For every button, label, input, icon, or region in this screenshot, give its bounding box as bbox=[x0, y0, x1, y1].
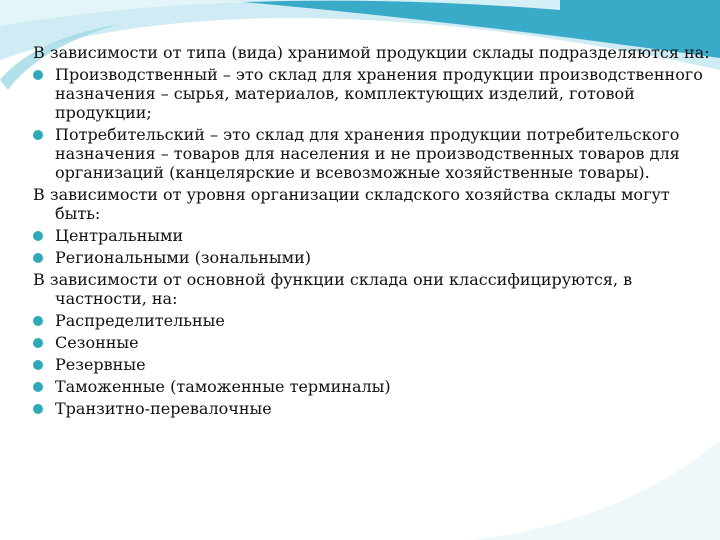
bullet-item bbox=[33, 377, 713, 396]
bullet-dot-icon bbox=[33, 404, 43, 414]
bullet-item bbox=[33, 226, 713, 245]
bullet-text: Производственный – это склад для хранения продукции производственного назначения – сырья, материалов, комплектующих изделий, готовой продукции; bbox=[55, 65, 703, 122]
bullet-dot-icon bbox=[33, 231, 43, 241]
bullet-item bbox=[33, 355, 713, 374]
bullet-dot-icon bbox=[33, 130, 43, 140]
bullet-text: Распределительные bbox=[55, 311, 225, 330]
bullet-text: Региональными (зональными) bbox=[55, 248, 312, 267]
bullet-text: Потребительский – это склад для хранения продукции потребительского назначения – товаров для населения и не производственных товаров для организаций (канцелярские и всевозможные хозяйственные товары). bbox=[55, 125, 680, 182]
bullet-dot-icon bbox=[33, 360, 43, 370]
bullet-item bbox=[33, 65, 713, 122]
section-paragraph: В зависимости от уровня организации складского хозяйства склады могут быть: bbox=[33, 185, 670, 223]
bullet-dot-icon bbox=[33, 70, 43, 80]
bullet-item bbox=[33, 333, 713, 352]
bullet-dot-icon bbox=[33, 253, 43, 263]
bullet-item bbox=[33, 311, 713, 330]
bullet-item bbox=[33, 125, 713, 182]
bullet-text: Резервные bbox=[55, 355, 146, 374]
bullet-text: Сезонные bbox=[55, 333, 139, 352]
slide-content bbox=[33, 43, 713, 421]
bullet-dot-icon bbox=[33, 382, 43, 392]
bullet-text: Таможенные (таможенные терминалы) bbox=[55, 377, 391, 396]
bullet-item bbox=[33, 399, 713, 418]
wave-bottom-glow bbox=[470, 440, 720, 540]
bullet-item bbox=[33, 248, 713, 267]
bullet-text: Транзитно-перевалочные bbox=[55, 399, 272, 418]
section-paragraph: В зависимости от типа (вида) хранимой продукции склады подразделяются на: bbox=[33, 43, 710, 62]
bullet-dot-icon bbox=[33, 316, 43, 326]
bullet-dot-icon bbox=[33, 338, 43, 348]
bullet-text: Центральными bbox=[55, 226, 184, 245]
section-paragraph: В зависимости от основной функции склада они классифицируются, в частности, на: bbox=[33, 270, 633, 308]
